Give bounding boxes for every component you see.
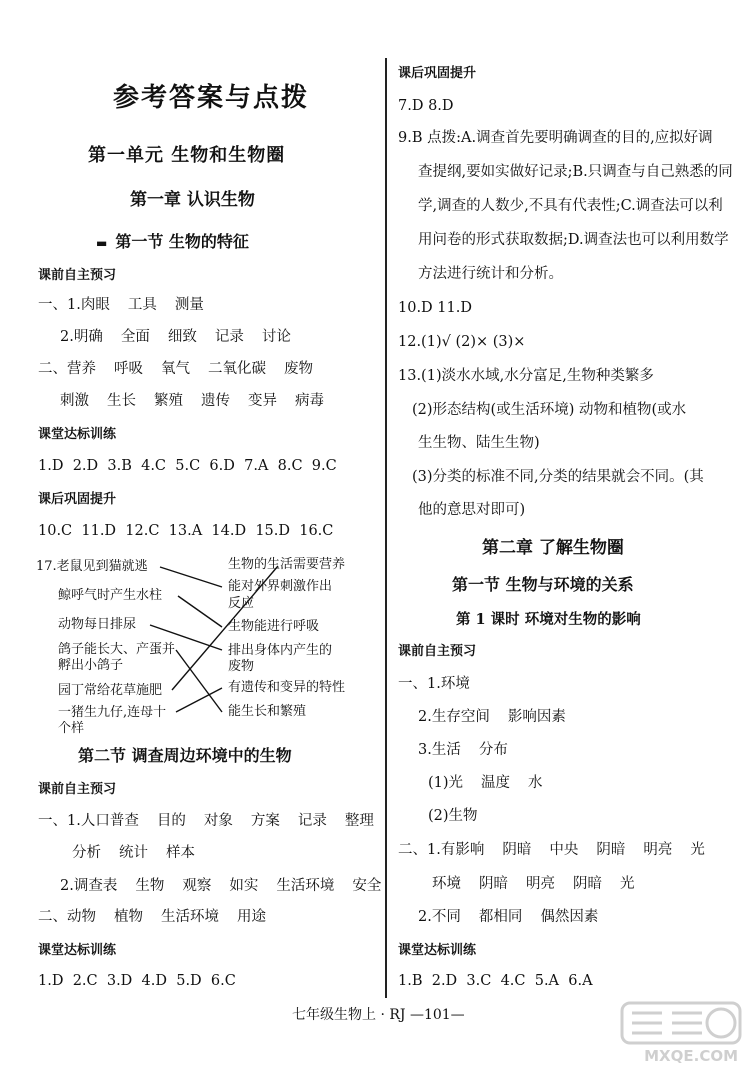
answer-row: 分析 统计 样本 bbox=[72, 845, 195, 861]
answer-line: 一、1.环境 bbox=[398, 676, 470, 692]
match-left-item: 一猪生九仔,连母十 bbox=[58, 705, 167, 720]
page-title: 参考答案与点拨 bbox=[113, 83, 310, 113]
answer-row: 二、营养 呼吸 氧气 二氧化碳 废物 bbox=[38, 361, 313, 377]
match-right-item: 有遗传和变异的特性 bbox=[228, 680, 346, 695]
label-class-training: 课堂达标训练 bbox=[398, 943, 477, 958]
match-left-item: 个样 bbox=[58, 721, 85, 736]
match-left-item: 动物每日排尿 bbox=[58, 617, 137, 632]
match-left-item: 园丁常给花草施肥 bbox=[58, 683, 163, 698]
answer-line: 10.D 11.D bbox=[398, 300, 472, 316]
answer-line: 7.D 8.D bbox=[398, 98, 454, 114]
section-mark-icon: ▬ bbox=[96, 236, 108, 250]
match-right-item: 能对外界刺激作出 bbox=[228, 579, 333, 594]
answer-row: 3.生活 分布 bbox=[418, 742, 508, 758]
answer-row: 1.D 2.C 3.D 4.D 5.D 6.C bbox=[38, 973, 236, 989]
match-left-item: 鲸呼气时产生水柱 bbox=[58, 588, 163, 603]
answer-row: 环境 阴暗 明亮 阴暗 光 bbox=[432, 876, 635, 892]
answer-row: 2.调查表 生物 观察 如实 生活环境 安全 bbox=[60, 878, 382, 894]
answer-row: 刺激 生长 繁殖 遗传 变异 病毒 bbox=[60, 393, 324, 409]
label-after-class: 课后巩固提升 bbox=[398, 66, 477, 81]
chapter-heading: 第一章 认识生物 bbox=[130, 190, 255, 210]
match-left-item: 鸽子能长大、产蛋并 bbox=[58, 642, 176, 657]
match-left-item: 17.老鼠见到猫就逃 bbox=[36, 559, 148, 574]
answer-row: 一、1.人口普查 目的 对象 方案 记录 整理 bbox=[38, 813, 374, 829]
section-heading: 第二节 调查周边环境中的生物 bbox=[78, 746, 292, 765]
match-right-item: 能生长和繁殖 bbox=[228, 704, 307, 719]
match-line bbox=[176, 688, 222, 712]
answer-line: 学,调查的人数少,不具有代表性;C.调查法可以利 bbox=[418, 198, 723, 214]
answer-row: 一、1.肉眼 工具 测量 bbox=[38, 297, 204, 313]
label-class-training: 课堂达标训练 bbox=[38, 427, 117, 442]
answer-row: 2.明确 全面 细致 记录 讨论 bbox=[60, 329, 291, 345]
watermark-text: MXQE.COM bbox=[644, 1047, 738, 1065]
section-heading: ▬ 第一节 生物的特征 bbox=[96, 232, 249, 251]
answer-line: 12.(1)√ (2)× (3)× bbox=[398, 334, 526, 350]
answer-line: 用问卷的形式获取数据;D.调查法也可以利用数学 bbox=[418, 232, 729, 248]
answer-row: (1)光 温度 水 bbox=[428, 775, 543, 791]
watermark-logo bbox=[618, 999, 746, 1071]
chapter-heading: 第二章 了解生物圈 bbox=[482, 538, 624, 558]
answer-line: 方法进行统计和分析。 bbox=[418, 266, 563, 282]
answer-line: 查提纲,要如实做好记录;B.只调查与自己熟悉的同 bbox=[418, 164, 733, 180]
label-class-training: 课堂达标训练 bbox=[38, 943, 117, 958]
match-right-item: 生物能进行呼吸 bbox=[228, 619, 320, 634]
answer-line: 生生物、陆生生物) bbox=[418, 435, 540, 451]
answer-line: 他的意思对即可) bbox=[418, 502, 526, 518]
match-line bbox=[172, 566, 278, 690]
answer-row: 2.生存空间 影响因素 bbox=[418, 709, 566, 725]
label-after-class: 课后巩固提升 bbox=[38, 492, 117, 507]
match-right-item: 废物 bbox=[228, 659, 255, 674]
match-line bbox=[160, 567, 222, 587]
unit-heading: 第一单元 生物和生物圈 bbox=[88, 145, 286, 166]
answer-line: (3)分类的标准不同,分类的结果就会不同。(其 bbox=[412, 469, 704, 485]
label-pre-study: 课前自主预习 bbox=[398, 644, 477, 659]
lesson-heading: 第 1 课时 环境对生物的影响 bbox=[456, 611, 641, 628]
answer-line: (2)生物 bbox=[428, 808, 478, 824]
answer-row: 二、1.有影响 阴暗 中央 阴暗 明亮 光 bbox=[398, 842, 705, 858]
answer-line: 9.B 点拨:A.调查首先要明确调查的目的,应拟好调 bbox=[398, 130, 713, 146]
match-right-item: 排出身体内产生的 bbox=[228, 643, 333, 658]
label-pre-study: 课前自主预习 bbox=[38, 782, 117, 797]
match-left-item: 孵出小鸽子 bbox=[58, 658, 124, 673]
match-right-item: 生物的生活需要营养 bbox=[228, 557, 346, 572]
section-heading: 第一节 生物与环境的关系 bbox=[452, 575, 634, 594]
answer-line: (2)形态结构(或生活环境) 动物和植物(或水 bbox=[412, 402, 687, 418]
match-right-item: 反应 bbox=[228, 596, 255, 611]
match-line bbox=[150, 625, 222, 650]
answer-row: 10.C 11.D 12.C 13.A 14.D 15.D 16.C bbox=[38, 523, 334, 539]
answer-line: 13.(1)淡水水域,水分富足,生物种类繁多 bbox=[398, 368, 654, 384]
answer-row: 二、动物 植物 生活环境 用途 bbox=[38, 909, 266, 925]
label-pre-study: 课前自主预习 bbox=[38, 268, 117, 283]
answer-row: 2.不同 都相同 偶然因素 bbox=[418, 909, 599, 925]
match-line bbox=[178, 596, 222, 627]
answer-row: 1.B 2.D 3.C 4.C 5.A 6.A bbox=[398, 973, 593, 989]
answer-row: 1.D 2.D 3.B 4.C 5.C 6.D 7.A 8.C 9.C bbox=[38, 458, 337, 474]
page-footer: 七年级生物上 · RJ —101— bbox=[292, 1007, 465, 1023]
